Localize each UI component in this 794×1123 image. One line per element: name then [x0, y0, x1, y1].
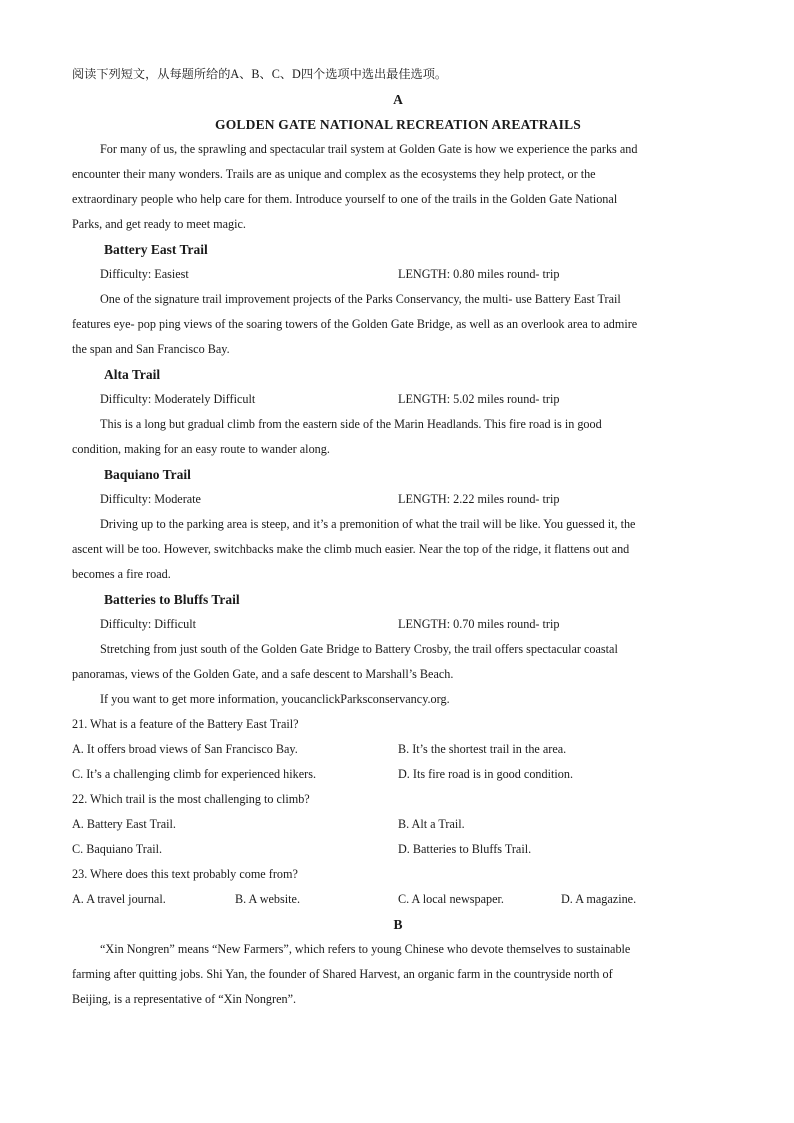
- section-b-heading: B: [393, 917, 403, 932]
- section-a-heading: A: [393, 92, 403, 107]
- intro-line: Parks, and get ready to meet magic.: [72, 217, 246, 231]
- option-b[interactable]: B. A website.: [235, 892, 301, 906]
- trail-desc-line: features eye- pop ping views of the soaring towers of the Golden Gate Bridge, as well as an overlook area to admire: [72, 317, 638, 331]
- trail-desc-line: condition, making for an easy route to wander along.: [72, 442, 330, 456]
- trail-desc-line: One of the signature trail improvement projects of the Parks Conservancy, the multi- use Battery East Trail: [100, 292, 621, 306]
- trail-desc-line: becomes a fire road.: [72, 567, 171, 581]
- trail-difficulty: Difficulty: Moderate: [100, 492, 201, 506]
- trail-length: LENGTH: 0.70 miles round- trip: [398, 617, 560, 631]
- trail-desc-line: Driving up to the parking area is steep, and it’s a premonition of what the trail will be like. You guessed it, the: [100, 517, 636, 531]
- trail-desc-line: Stretching from just south of the Golden Gate Bridge to Battery Crosby, the trail offers spectacular coastal: [100, 642, 618, 656]
- option-row: [72, 812, 724, 837]
- trail-meta: [72, 387, 724, 412]
- trail-difficulty: Difficulty: Difficult: [100, 617, 197, 631]
- question-stem: 22. Which trail is the most challenging to climb?: [72, 792, 310, 806]
- instruction-text: 阅读下列短文，从每题所给的A、B、C、D四个选项中选出最佳选项。: [72, 67, 448, 81]
- option-d[interactable]: D. A magazine.: [561, 892, 637, 906]
- option-row: [72, 762, 724, 787]
- intro-line: encounter their many wonders. Trails are as unique and complex as the ecosystems they help protect, or the: [72, 167, 596, 181]
- paragraph-line: Beijing, is a representative of “Xin Nongren”.: [72, 992, 297, 1006]
- option-c[interactable]: C. A local newspaper.: [398, 892, 504, 906]
- passage-a-intro: [72, 137, 724, 237]
- option-a[interactable]: A. Battery East Trail.: [72, 817, 176, 831]
- option-d[interactable]: D. Batteries to Bluffs Trail.: [398, 842, 532, 856]
- trail-name: Alta Trail: [104, 367, 161, 382]
- question-23: [72, 862, 724, 912]
- paragraph-line: “Xin Nongren” means “New Farmers”, which refers to young Chinese who devote themselves to sustainable: [100, 942, 631, 956]
- trail-name: Baquiano Trail: [104, 467, 191, 482]
- passage-b-paragraph: [72, 937, 724, 1012]
- option-a[interactable]: A. A travel journal.: [72, 892, 166, 906]
- question-stem: 21. What is a feature of the Battery East Trail?: [72, 717, 299, 731]
- option-b[interactable]: B. It’s the shortest trail in the area.: [398, 742, 567, 756]
- more-info-text: If you want to get more information, youcanclickParksconservancy.org.: [100, 692, 450, 706]
- trail-battery-east: [72, 237, 724, 362]
- passage-a-title: GOLDEN GATE NATIONAL RECREATION AREATRAILS: [215, 117, 581, 132]
- option-a[interactable]: A. It offers broad views of San Francisco Bay.: [72, 742, 298, 756]
- trail-length: LENGTH: 0.80 miles round- trip: [398, 267, 560, 281]
- trail-meta: [72, 487, 724, 512]
- trail-desc-line: This is a long but gradual climb from the eastern side of the Marin Headlands. This fire road is in good: [100, 417, 602, 431]
- trail-alta: [72, 362, 724, 462]
- trail-length: LENGTH: 5.02 miles round- trip: [398, 392, 560, 406]
- trail-baquiano: [72, 462, 724, 587]
- question-22: [72, 787, 724, 862]
- option-d[interactable]: D. Its fire road is in good condition.: [398, 767, 573, 781]
- trail-difficulty: Difficulty: Moderately Difficult: [100, 392, 256, 406]
- trail-meta: [72, 262, 724, 287]
- option-b[interactable]: B. Alt a Trail.: [398, 817, 465, 831]
- trail-desc-line: panoramas, views of the Golden Gate, and a safe descent to Marshall’s Beach.: [72, 667, 454, 681]
- option-row: [72, 837, 724, 862]
- intro-line: extraordinary people who help care for them. Introduce yourself to one of the trails in the Golden Gate National: [72, 192, 618, 206]
- question-stem: 23. Where does this text probably come from?: [72, 867, 298, 881]
- trail-batteries-to-bluffs: [72, 587, 724, 687]
- trail-desc-line: the span and San Francisco Bay.: [72, 342, 230, 356]
- trail-length: LENGTH: 2.22 miles round- trip: [398, 492, 560, 506]
- intro-line: For many of us, the sprawling and spectacular trail system at Golden Gate is how we experience the parks and: [100, 142, 638, 156]
- option-c[interactable]: C. It’s a challenging climb for experienced hikers.: [72, 767, 317, 781]
- question-21: [72, 712, 724, 787]
- trail-meta: [72, 612, 724, 637]
- trail-name: Batteries to Bluffs Trail: [104, 592, 240, 607]
- trail-desc-line: ascent will be too. However, switchbacks make the climb much easier. Near the top of the ridge, it flattens out and: [72, 542, 630, 556]
- paragraph-line: farming after quitting jobs. Shi Yan, the founder of Shared Harvest, an organic farm in the countryside north of: [72, 967, 613, 981]
- option-row: [72, 887, 724, 912]
- option-c[interactable]: C. Baquiano Trail.: [72, 842, 163, 856]
- trail-name: Battery East Trail: [104, 242, 208, 257]
- trail-difficulty: Difficulty: Easiest: [100, 267, 189, 281]
- option-row: [72, 737, 724, 762]
- exam-page: [72, 62, 724, 1012]
